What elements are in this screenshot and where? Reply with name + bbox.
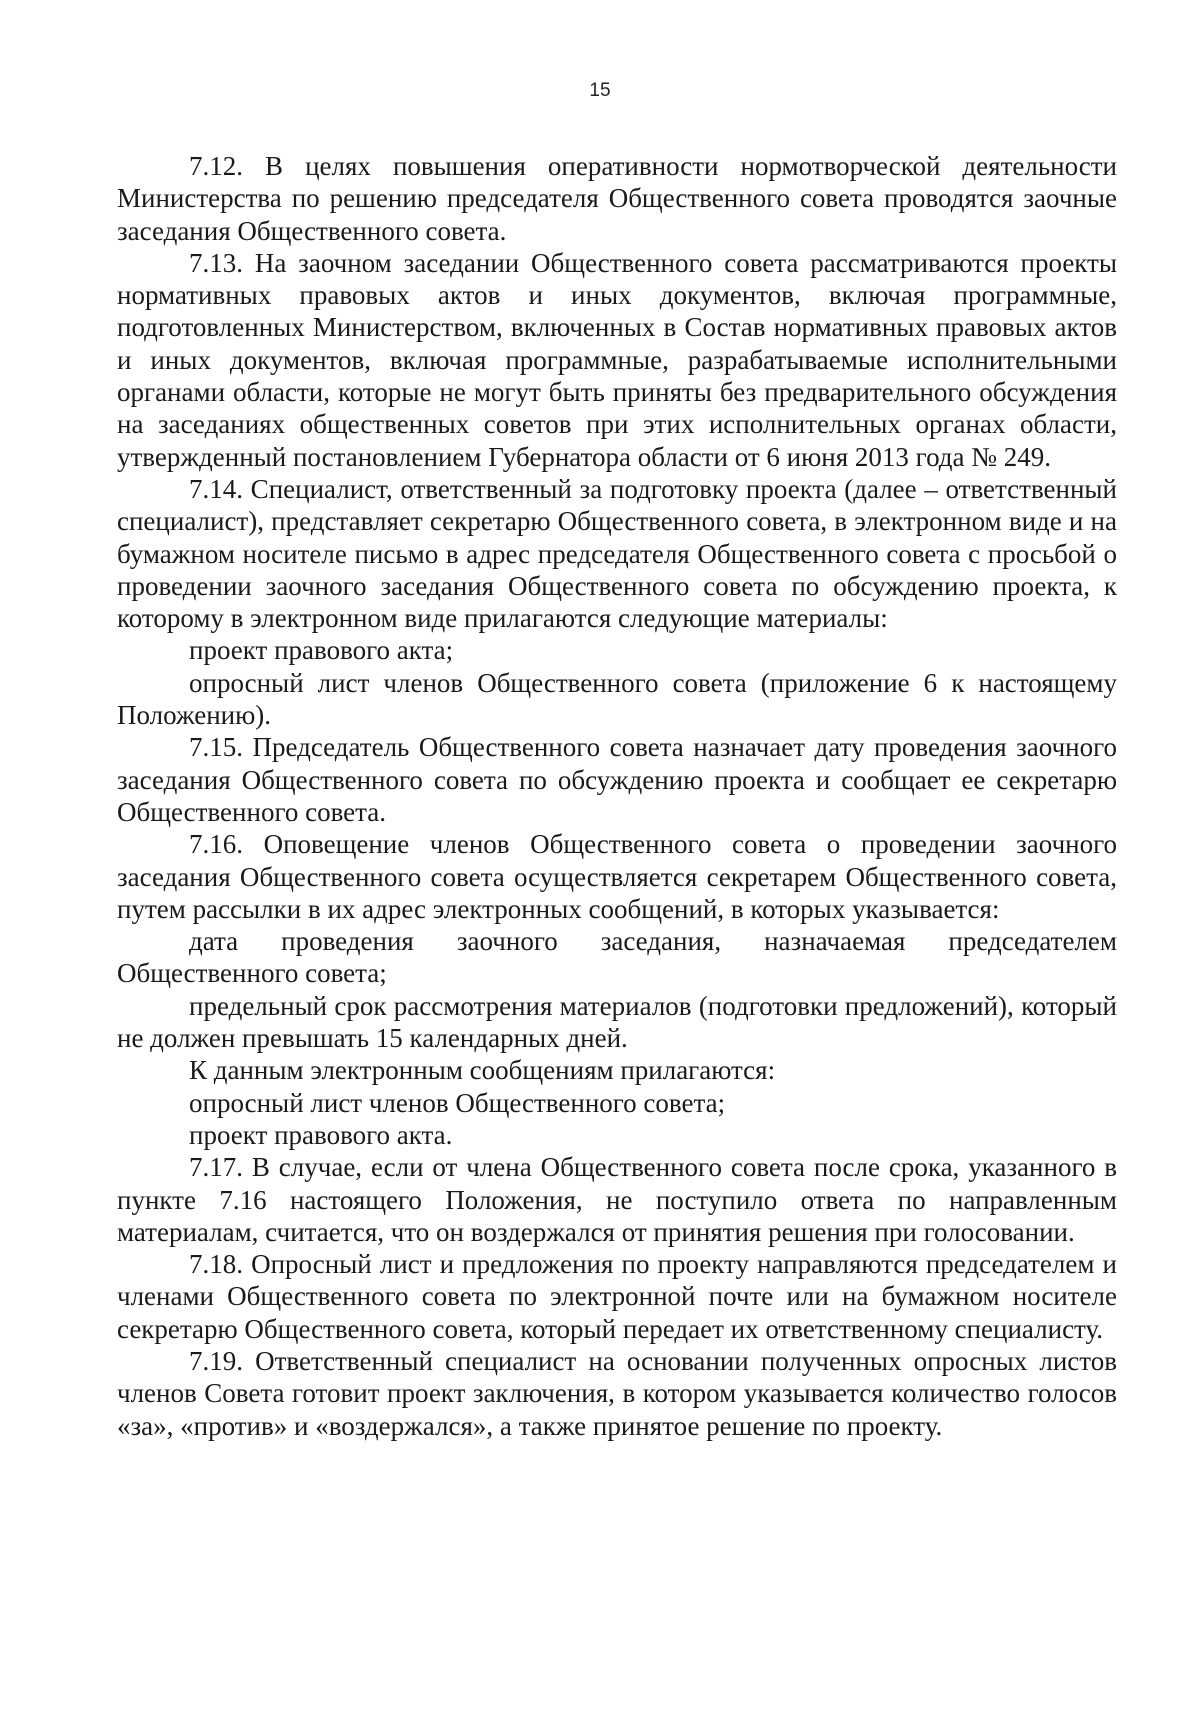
paragraph-7-19: 7.19. Ответственный специалист на основании полученных опросных листов членов Совета готовит проект заключения, в котором указывается количество голосов «за», «против» и «воздержался», а также принятое решение по проекту. bbox=[117, 1345, 1117, 1441]
paragraph-7-13: 7.13. На заочном заседании Общественного совета рассматриваются проекты нормативных правовых актов и иных документов, включая программные, подготовленных Министерством, включенных в Состав нормативных правовых актов и иных документов, включая программные, разрабатываемые исполнительными органами области, которые не могут быть приняты без предварительного обсуждения на заседаниях общественных советов при этих исполнительных органах области, утвержденный постановлением Губернатора области от 6 июня 2013 года № 249. bbox=[117, 247, 1117, 472]
list-item-meeting-date: дата проведения заочного заседания, назначаемая председателем Общественного совета; bbox=[117, 926, 1117, 989]
paragraph-attachments-intro: К данным электронным сообщениям прилагаются: bbox=[189, 1055, 776, 1086]
list-item-questionnaire-attachment: опросный лист членов Общественного совета; bbox=[189, 1087, 726, 1118]
paragraph-7-17: 7.17. В случае, если от члена Общественного совета после срока, указанного в пункте 7.16 настоящего Положения, не поступило ответа по направленным материалам, считается, что он воздержался от принятия решения при голосовании. bbox=[117, 1152, 1117, 1247]
paragraph-7-12: 7.12. В целях повышения оперативности нормотворческой деятельности Министерства по решению председателя Общественного совета проводятся заочные заседания Общественного совета. bbox=[117, 151, 1117, 246]
list-item-questionnaire: опросный лист членов Общественного совета (приложение 6 к настоящему Положению). bbox=[117, 667, 1117, 731]
document-body bbox=[117, 150, 1117, 1442]
paragraph-7-15: 7.15. Председатель Общественного совета назначает дату проведения заочного заседания Общественного совета по обсуждению проекта и сообщает ее секретарю Общественного совета. bbox=[117, 732, 1117, 827]
page-number: 15 bbox=[589, 80, 611, 101]
list-item-draft-act-attachment: проект правового акта. bbox=[189, 1119, 453, 1150]
paragraph-7-18: 7.18. Опросный лист и предложения по проекту направляются председателем и членами Общественного совета по электронной почте или на бумажном носителе секретарю Общественного совета, который передает их ответственному специалисту. bbox=[117, 1249, 1117, 1344]
paragraph-7-14: 7.14. Специалист, ответственный за подготовку проекта (далее – ответственный специалист), представляет секретарю Общественного совета, в электронном виде и на бумажном носителе письмо в адрес председателя Общественного совета с просьбой о проведении заочного заседания Общественного совета по обсуждению проекта, к которому в электронном виде прилагаются следующие материалы: bbox=[117, 473, 1117, 634]
paragraph-7-16: 7.16. Оповещение членов Общественного совета о проведении заочного заседания Общественного совета осуществляется секретарем Общественного совета, путем рассылки в их адрес электронных сообщений, в которых указывается: bbox=[117, 829, 1117, 924]
list-item-deadline: предельный срок рассмотрения материалов (подготовки предложений), который не должен превышать 15 календарных дней. bbox=[117, 990, 1117, 1054]
list-item-draft-act: проект правового акта; bbox=[189, 635, 454, 666]
